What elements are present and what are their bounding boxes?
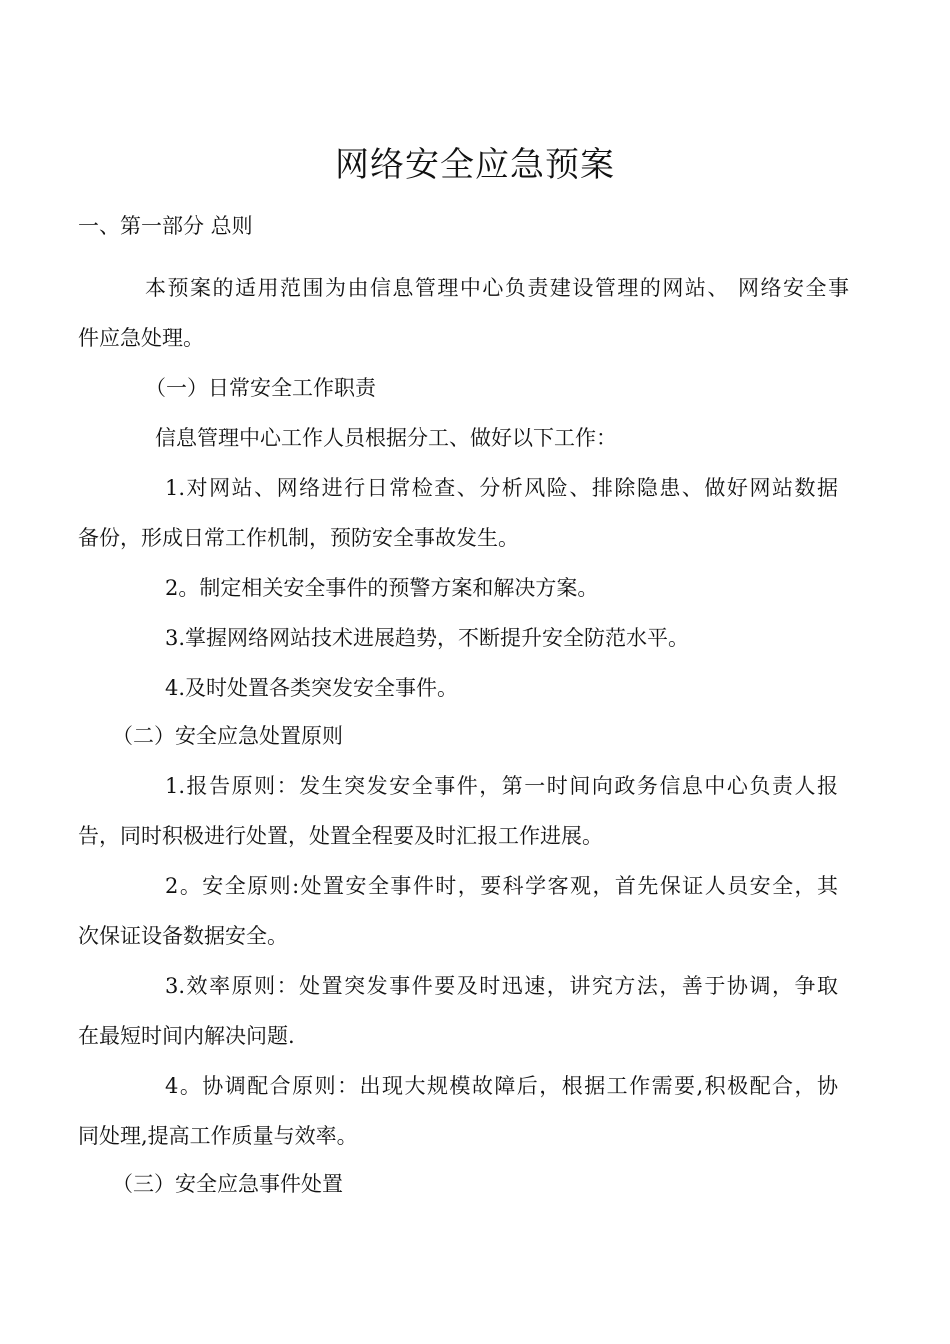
sub2-item1-line1: 1.报告原则：发生突发安全事件，第一时间向政务信息中心负责人报 [165, 774, 838, 798]
sub2-item2-line1: 2。安全原则:处置安全事件时，要科学客观，首先保证人员安全，其 [165, 874, 838, 898]
scope-paragraph-line1: 本预案的适用范围为由信息管理中心负责建设管理的网站、 网络安全事 [145, 276, 849, 300]
part1-heading: 一、第一部分 总则 [78, 214, 253, 238]
sub2-item2-line2: 次保证设备数据安全。 [78, 924, 288, 948]
sub1-item1-line2: 备份，形成日常工作机制，预防安全事故发生。 [78, 526, 519, 550]
sub1-item4: 4.及时处置各类突发安全事件。 [165, 676, 459, 700]
scope-paragraph-line2: 件应急处理。 [78, 326, 204, 350]
sub2-item4-line2: 同处理,提高工作质量与效率。 [78, 1124, 358, 1148]
sub2-item3-line1: 3.效率原则：处置突发事件要及时迅速，讲究方法，善于协调，争取 [165, 974, 838, 998]
sub1-heading: （一）日常安全工作职责 [145, 376, 376, 400]
document-title: 网络安全应急预案 [335, 145, 615, 185]
sub1-item1-line1: 1.对网站、网络进行日常检查、分析风险、排除隐患、做好网站数据 [165, 476, 838, 500]
sub3-heading: （三）安全应急事件处置 [112, 1172, 343, 1196]
sub2-item4-line1: 4。协调配合原则：出现大规模故障后，根据工作需要,积极配合，协 [165, 1074, 838, 1098]
sub2-item1-line2: 告，同时积极进行处置，处置全程要及时汇报工作进展。 [78, 824, 603, 848]
sub1-item3: 3.掌握网络网站技术进展趋势，不断提升安全防范水平。 [165, 626, 690, 650]
sub1-item2: 2。制定相关安全事件的预警方案和解决方案。 [165, 576, 599, 600]
sub2-heading: （二）安全应急处置原则 [112, 724, 343, 748]
sub2-item3-line2: 在最短时间内解决问题. [78, 1024, 295, 1048]
sub1-intro: 信息管理中心工作人员根据分工、做好以下工作： [155, 426, 617, 450]
